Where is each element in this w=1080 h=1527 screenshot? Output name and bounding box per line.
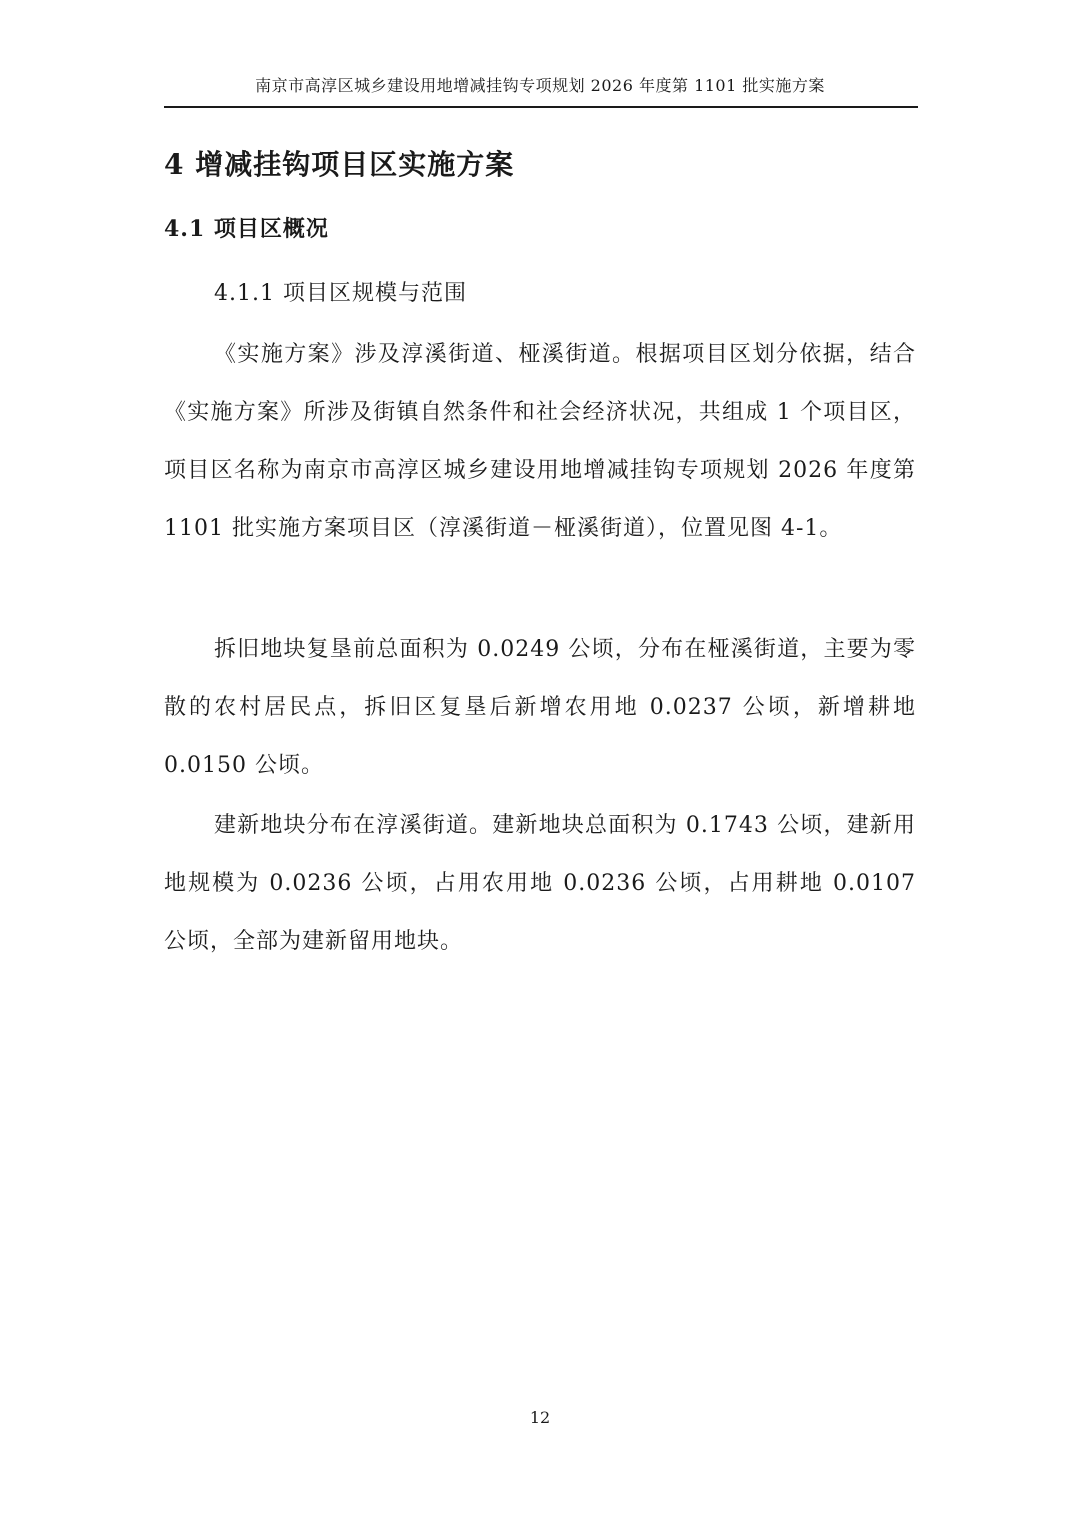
body-paragraph: 《实施方案》涉及淳溪街道、桠溪街道。根据项目区划分依据，结合《实施方案》所涉及街镇自然条件和社会经济状况，共组成 1 个项目区，项目区名称为南京市高淳区城乡建设用地增减挂钩专项规划 2026 年度第 1101 批实施方案项目区（淳溪街道－桠溪街道），位置见图 4-1。 <box>164 342 916 541</box>
section-heading: 4.1 项目区概况 <box>164 216 329 242</box>
page-number: 12 <box>529 1408 551 1427</box>
header-divider <box>164 106 918 108</box>
subsection-heading: 4.1.1 项目区规模与范围 <box>214 281 467 306</box>
chapter-heading: 4 增减挂钩项目区实施方案 <box>164 148 515 181</box>
running-header: 南京市高淳区城乡建设用地增减挂钩专项规划 2026 年度第 1101 批实施方案 <box>255 76 825 95</box>
body-paragraph: 拆旧地块复垦前总面积为 0.0249 公顷，分布在桠溪街道，主要为零散的农村居民点，拆旧区复垦后新增农用地 0.0237 公顷，新增耕地 0.0150 公顷。 <box>164 637 916 778</box>
body-paragraph: 建新地块分布在淳溪街道。建新地块总面积为 0.1743 公顷，建新用地规模为 0.0236 公顷，占用农用地 0.0236 公顷，占用耕地 0.0107 公顷，全部为建新留用地块。 <box>164 813 916 954</box>
